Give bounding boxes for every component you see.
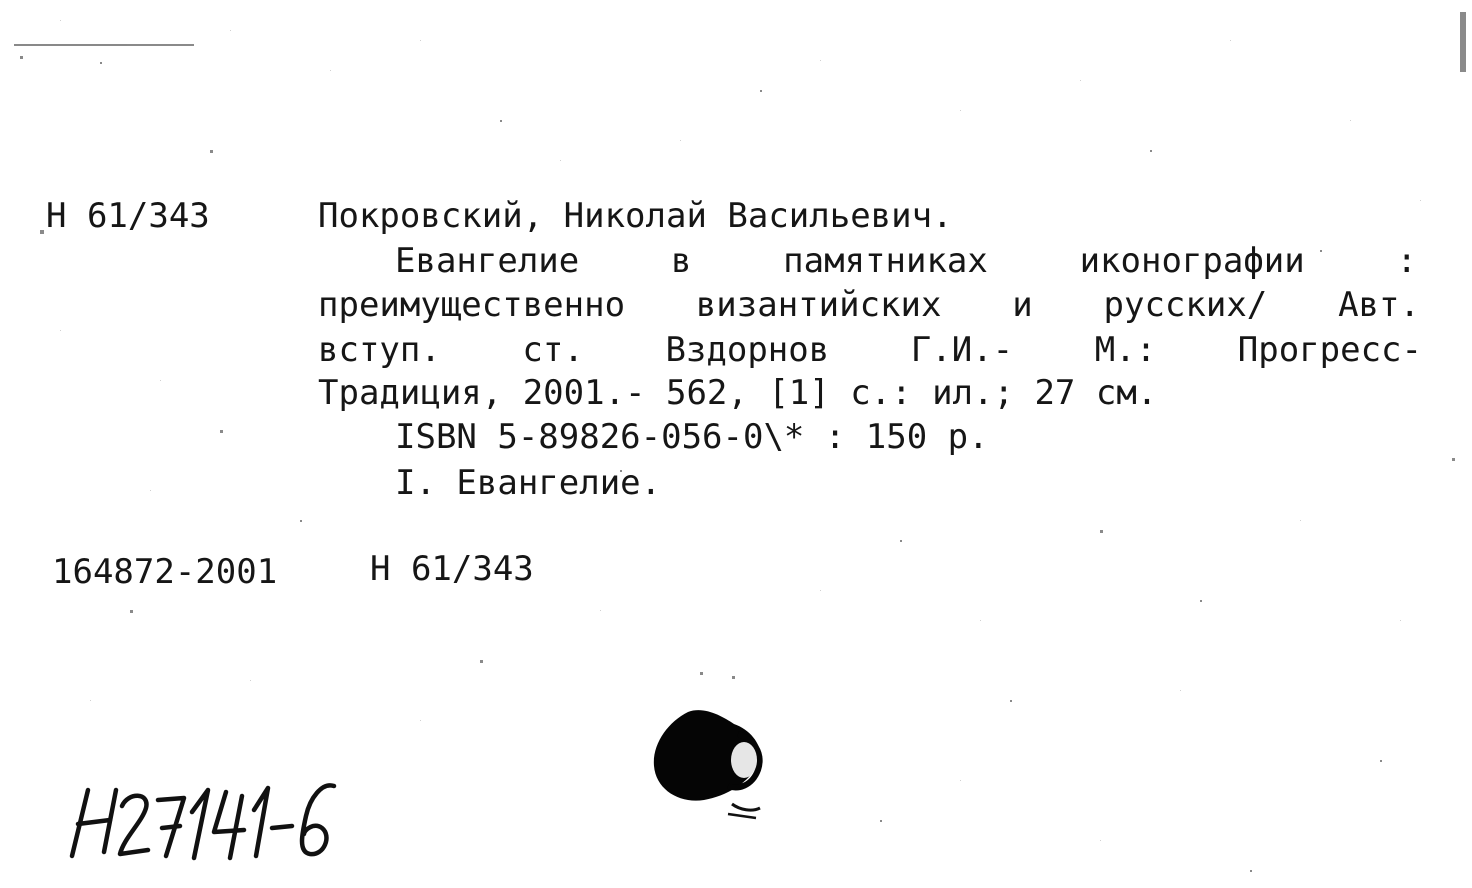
title-line-1 [395, 241, 1417, 281]
call-number-top: Н 61/343 [46, 196, 210, 236]
title-line-1-word: иконографии [1079, 241, 1305, 281]
title-line-3-word: М.: [1094, 330, 1157, 370]
title-line-3-word: Прогресс- [1237, 330, 1422, 370]
imprint-line: Традиция, 2001.- 562, [1] с.: ил.; 27 см. [318, 373, 1158, 413]
title-line-3-word: Вздорнов [665, 330, 830, 370]
title-line-3 [318, 330, 1422, 370]
call-number-bottom: Н 61/343 [370, 549, 534, 589]
title-line-3-word: Г.И.- [910, 330, 1014, 370]
title-line-1-word: памятниках [783, 241, 988, 281]
card-punch-hole [648, 700, 773, 830]
tracing-line: I. Евангелие. [395, 463, 662, 503]
handwritten-inventory-note [58, 772, 348, 872]
accession-number: 164872-2001 [52, 552, 278, 592]
title-line-2 [318, 285, 1420, 325]
title-line-2-word: византийских [695, 285, 942, 325]
title-line-2-word: Авт. [1338, 285, 1420, 325]
title-line-2-word: русских/ [1103, 285, 1268, 325]
title-line-1-word: в [670, 241, 692, 281]
title-line-1-word: : [1396, 241, 1417, 281]
author-heading: Покровский, Николай Васильевич. [318, 196, 953, 236]
title-line-3-word: ст. [522, 330, 584, 370]
title-line-2-word: преимущественно [318, 285, 626, 325]
isbn-line: ISBN 5-89826-056-0\* : 150 р. [395, 417, 989, 457]
title-line-2-word: и [1012, 285, 1033, 325]
title-line-3-word: вступ. [318, 330, 441, 370]
title-line-1-word: Евангелие [395, 241, 580, 281]
